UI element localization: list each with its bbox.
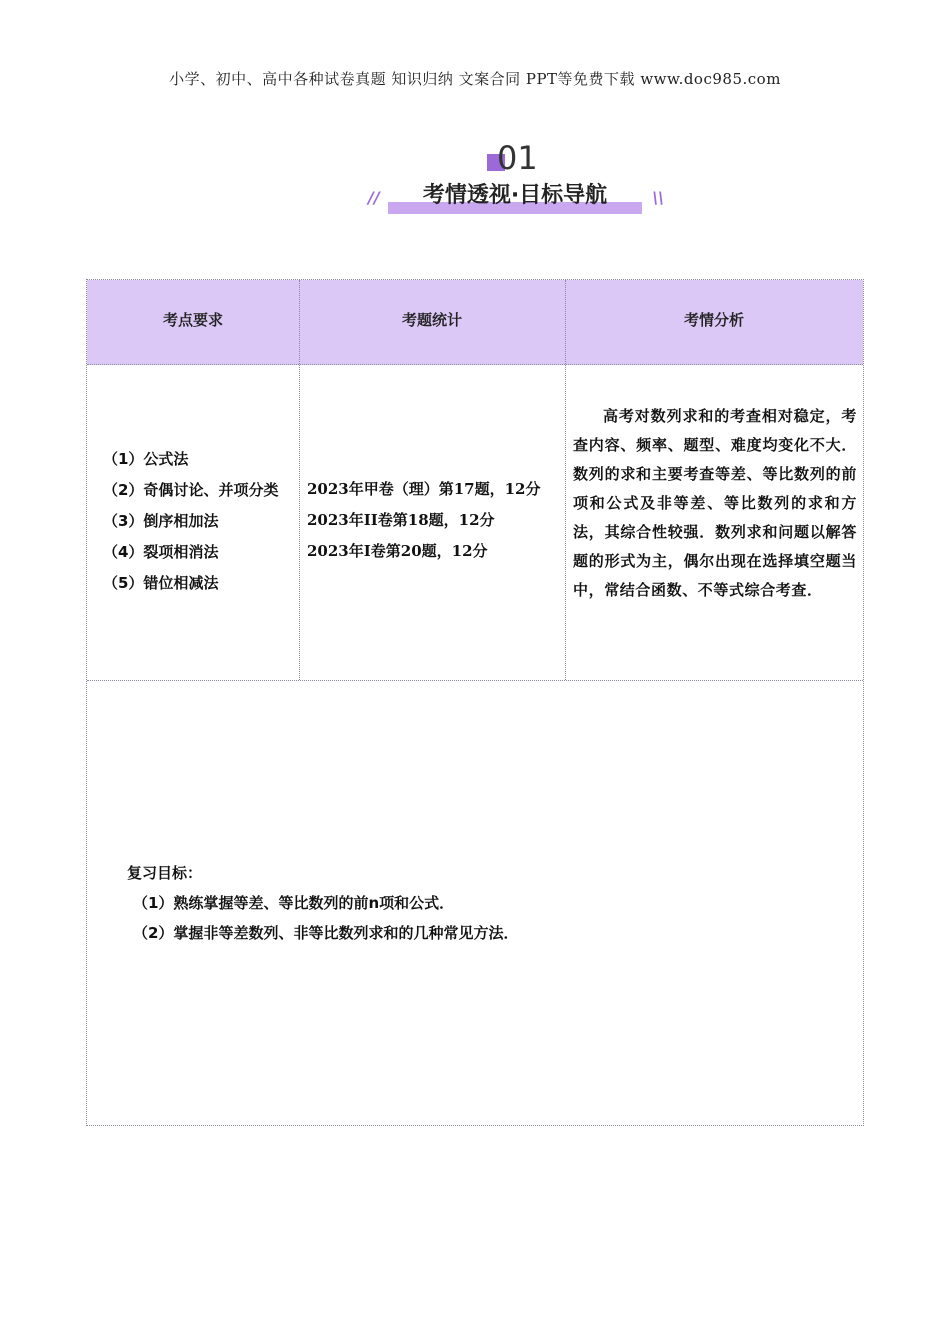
list-item: （1）熟练掌握等差、等比数列的前n项和公式．: [133, 894, 455, 912]
list-item: 2023年II卷第18题，12分: [307, 511, 495, 529]
list-item: （4）裂项相消法: [103, 543, 219, 561]
section-title-text: 考情透视·目标导航: [422, 183, 608, 208]
section-title: [368, 178, 664, 218]
header-statistics: 考题统计: [401, 311, 462, 329]
section-number-text: 01: [497, 139, 538, 177]
header-analysis: 考情分析: [683, 311, 744, 329]
list-item: （5）错位相减法: [103, 574, 219, 592]
table-header-row: [87, 280, 863, 365]
slash-decoration-left: //: [368, 188, 380, 207]
analysis-paragraph: 高考对数列求和的考查相对稳定，考查内容、频率、题型、难度均变化不大．数列的求和主要考查等差、等比数列的前 项和公式及非等差、等比数列的求和方法，其综合性较强．数列求和问题以解答题的形式为主，偶尔出现在选择填空题当中，常结合函数、不等式综合考查．: [573, 407, 857, 599]
list-item: （3）倒序相加法: [103, 512, 219, 530]
requirements-list: [103, 444, 303, 599]
list-item: 2023年甲卷（理）第17题，12分: [307, 480, 541, 498]
list-item: 2023年I卷第20题，12分: [307, 542, 488, 560]
statistics-list: [307, 474, 567, 567]
section-number: [485, 138, 545, 178]
review-goals: [127, 858, 827, 948]
review-title: 复习目标：: [127, 864, 203, 882]
list-item: （2）掌握非等差数列、非等比数列求和的几种常见方法．: [133, 924, 519, 942]
page-header: 小学、初中、高中各种试卷真题 知识归纳 文案合同 PPT等免费下载 www.doc985.com: [169, 70, 781, 88]
list-item: （1）公式法: [103, 450, 189, 468]
exam-analysis-table: [86, 279, 864, 1126]
list-item: （2）奇偶讨论、并项分类: [103, 481, 279, 499]
header-requirements: 考点要求: [162, 311, 223, 329]
slash-decoration-right: \\: [652, 188, 664, 207]
row-divider: [87, 680, 863, 681]
